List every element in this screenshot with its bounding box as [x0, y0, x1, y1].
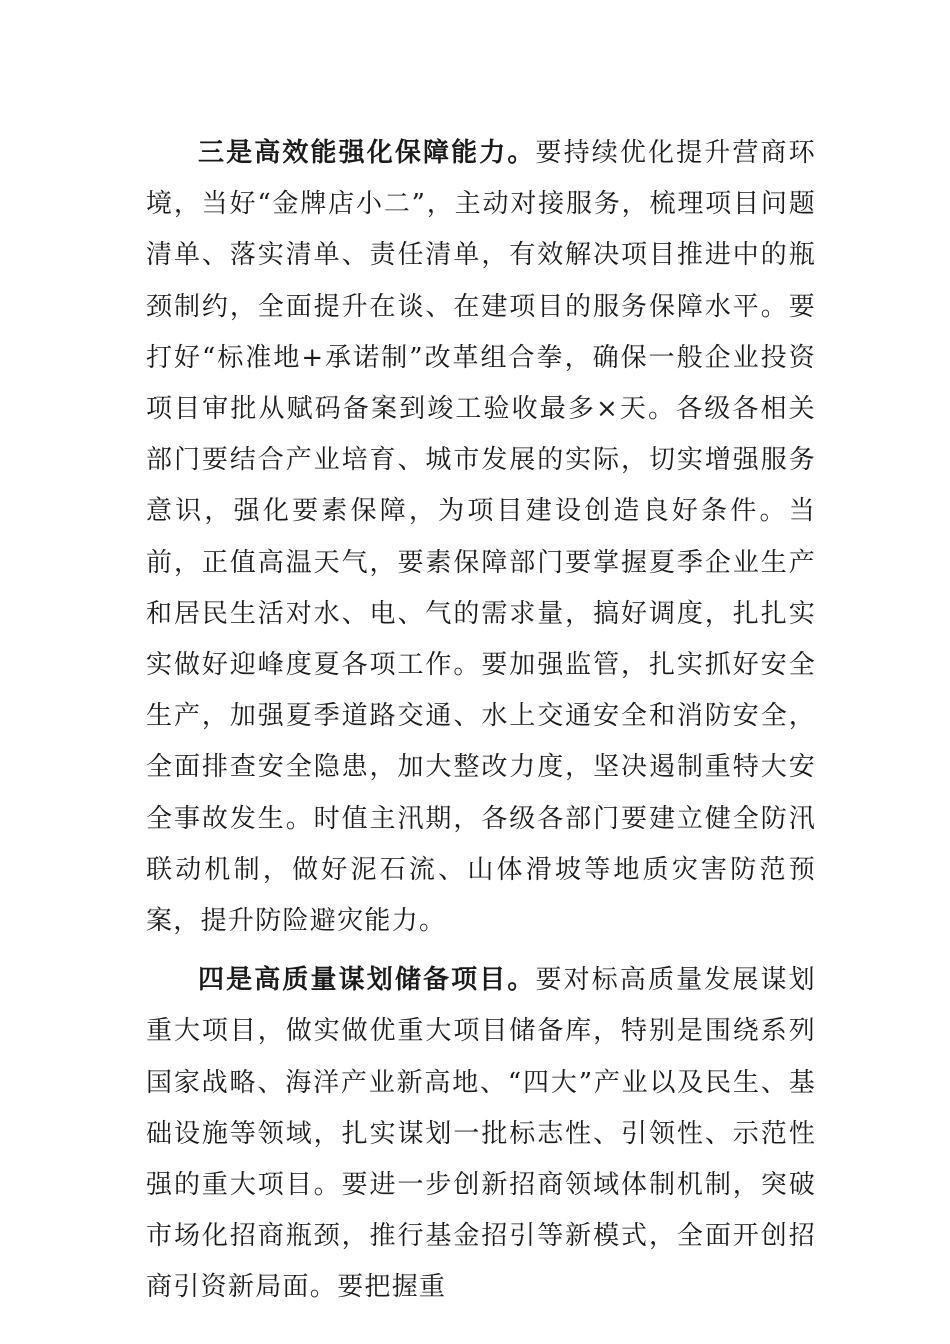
paragraph-lead: 四是高质量谋划储备项目。: [198, 965, 536, 996]
paragraph-reserve-projects: [146, 955, 816, 1313]
paragraph-body: 要持续优化提升营商环境，当好“金牌店小二”，主动对接服务，梳理项目问题清单、落实清单、责任清单，有效解决项目推进中的瓶颈制约，全面提升在谈、在建项目的服务保障水平。要打好“标准地+承诺制”改革组合拳，确保一般企业投资项目审批从赋码备案到竣工验收最多×天。各级各相关部门要结合产业培育、城市发展的实际，切实增强服务意识，强化要素保障，为项目建设创造良好条件。当前，正值高温天气，要素保障部门要掌握夏季企业生产和居民生活对水、电、气的需求量，搞好调度，扎扎实实做好迎峰度夏各项工作。要加强监管，扎实抓好安全生产，加强夏季道路交通、水上交通安全和消防安全，全面排查安全隐患，加大整改力度，坚决遏制重特大安全事故发生。时值主汛期，各级各部门要建立健全防汛联动机制，做好泥石流、山体滑坡等地质灾害防范预案，提升防险避灾能力。: [146, 138, 816, 937]
document-page: [146, 128, 816, 1322]
paragraph-lead: 三是高效能强化保障能力。: [198, 138, 536, 168]
paragraph-body: 要对标高质量发展谋划重大项目，做实做优重大项目储备库，特别是围绕系列国家战略、海洋产业新高地、“四大”产业以及民生、基础设施等领域，扎实谋划一批标志性、引领性、示范性强的重大项目。要进一步创新招商领域体制机制，突破市场化招商瓶颈，推行基金招引等新模式，全面开创招商引资新局面。要把握重: [146, 965, 816, 1303]
paragraph-guarantee-capacity: [146, 128, 816, 947]
